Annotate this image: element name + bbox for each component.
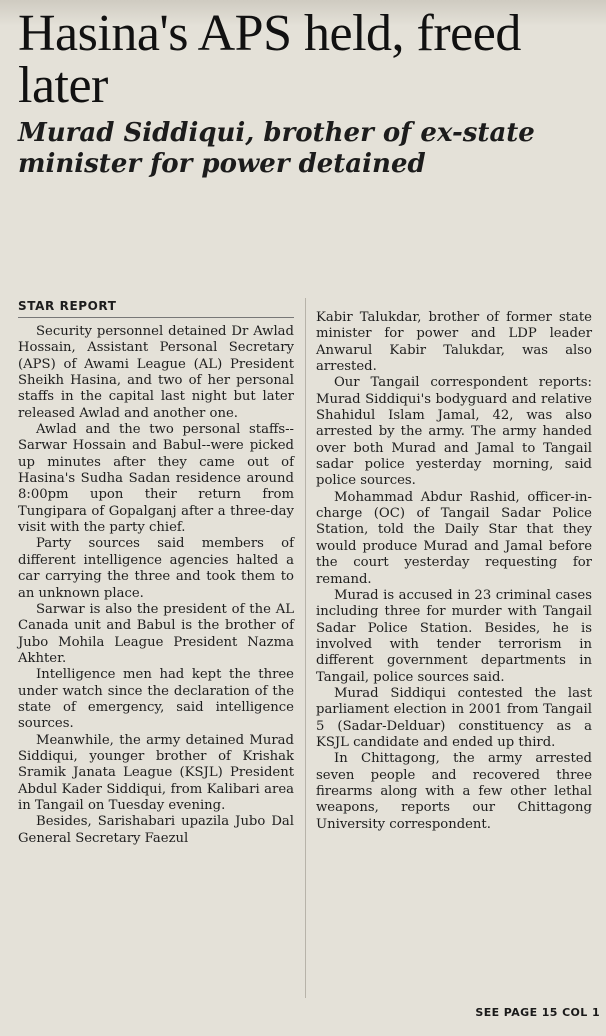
paragraph: Intelligence men had kept the three under watch since the declaration of the state of emergency, said intelligence sources. [18, 667, 294, 732]
paragraph: Sarwar is also the president of the AL Canada unit and Babul is the brother of Jubo Mohila League President Nazma Akhter. [18, 601, 294, 666]
paragraph: In Chittagong, the army arrested seven people and recovered three firearms along with a few other lethal weapons, reports our Chittagong University correspondent. [316, 751, 592, 832]
paragraph: Mohammad Abdur Rashid, officer-in-charge (OC) of Tangail Sadar Police Station, told the Daily Star that they would produce Murad and Jamal before the court yesterday requesting for remand. [316, 489, 592, 587]
paragraph-continuation: Kabir Talukdar, brother of former state minister for power and LDP leader Anwarul Kabir Talukdar, was also arrested. [316, 310, 592, 375]
column-left [18, 298, 294, 847]
paragraph: Party sources said members of different intelligence agencies halted a car carrying the three and took them to an unknown place. [18, 536, 294, 601]
paragraph: Meanwhile, the army detained Murad Siddiqui, younger brother of Krishak Sramik Janata League (KSJL) President Abdul Kader Siddiqui, from Kalibari area in Tangail on Tuesday evening. [18, 732, 294, 813]
deck-subheadline: Murad Siddiqui, brother of ex-state minister for power detained [18, 118, 535, 179]
paragraph: Besides, Sarishabari upazila Jubo Dal General Secretary Faezul [18, 814, 294, 846]
newspaper-clipping [18, 5, 598, 1028]
paragraph: Security personnel detained Dr Awlad Hossain, Assistant Personal Secretary (APS) of Awami League (AL) President Sheikh Hasina, and two of her personal staffs in the capital last night but later released Awlad and another one. [18, 324, 294, 421]
paragraph: Our Tangail correspondent reports: Murad Siddiqui's bodyguard and relative Shahidul Islam Jamal, 42, was also arrested by the army. The army handed over both Murad and Jamal to Tangail sadar police yesterday morning, said police sources. [316, 375, 592, 489]
headline: Hasina's APS held, freed later [18, 5, 521, 114]
paragraph: Murad is accused in 23 criminal cases including three for murder with Tangail Sadar Police Station. Besides, he is involved with tender terrorism in different government departments in Tangail, police sources said. [316, 587, 592, 685]
column-right [316, 310, 592, 833]
article-body [18, 298, 598, 998]
byline: STAR REPORT [18, 298, 294, 318]
paragraph: Awlad and the two personal staffs--Sarwar Hossain and Babul--were picked up minutes after they came out of Hasina's Sudha Sadan residence around 8:00pm upon their return from Tungipara of Gopalganj after a three-day visit with the party chief. [18, 422, 294, 536]
column-divider [305, 298, 306, 998]
jump-line: SEE PAGE 15 COL 1 [475, 1006, 600, 1019]
paragraph: Murad Siddiqui contested the last parliament election in 2001 from Tangail 5 (Sadar-Delduar) constituency as a KSJL candidate and ended up third. [316, 685, 592, 750]
